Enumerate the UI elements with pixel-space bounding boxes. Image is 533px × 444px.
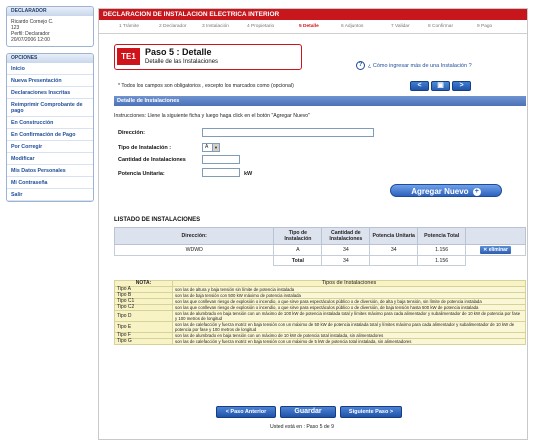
step-header-box bbox=[114, 44, 302, 70]
notes-header-left: NOTA: bbox=[115, 281, 173, 287]
add-new-button[interactable] bbox=[390, 184, 502, 197]
step-1[interactable]: 1 Trámite bbox=[119, 24, 139, 29]
main-panel bbox=[98, 8, 528, 440]
step-7[interactable]: 7 Validar bbox=[391, 24, 410, 29]
footer-buttons bbox=[216, 406, 402, 418]
list-item bbox=[115, 311, 526, 322]
total-spacer-3 bbox=[466, 256, 526, 266]
direccion-label: Dirección: bbox=[118, 130, 145, 136]
cell-direccion: WDWD bbox=[115, 245, 274, 256]
note-tipo: Tipo C2 bbox=[115, 305, 173, 311]
sidebar-item-modificar[interactable]: Modificar bbox=[7, 153, 93, 165]
step-badge: TE1 bbox=[117, 48, 140, 65]
col-header-action bbox=[466, 228, 526, 245]
installations-table bbox=[114, 227, 526, 266]
sidebar bbox=[6, 6, 94, 208]
list-item bbox=[115, 299, 526, 305]
prev-icon-button[interactable]: < bbox=[410, 81, 429, 91]
col-header-tipo: Tipo de Instalación bbox=[274, 228, 322, 245]
notes-table bbox=[114, 280, 526, 345]
help-icon: ? bbox=[356, 61, 365, 70]
note-tipo: Tipo F bbox=[115, 333, 173, 339]
opciones-box bbox=[6, 53, 94, 202]
step-4[interactable]: 4 Propietario bbox=[247, 24, 275, 29]
note-desc: son las de baja tensión con 500 kW máximo de potencia instalada bbox=[173, 293, 526, 299]
cell-tipo: A bbox=[274, 245, 322, 256]
potencia-input[interactable] bbox=[202, 168, 240, 177]
step-subtitle: Detalle de las Instalaciones bbox=[145, 59, 219, 65]
tipo-select-value: A bbox=[205, 144, 209, 150]
note-desc: son las que conllevan riesgo de explosión o incendio, o que sirve para espectáculos público o de diversión, de baja tensión hasta 500 kW de potencia instalada bbox=[173, 305, 526, 311]
step-9[interactable]: 9 Pago bbox=[477, 24, 493, 29]
sidebar-item-declaraciones-inscritas[interactable]: Declaraciones Inscritas bbox=[7, 87, 93, 99]
cell-action bbox=[466, 245, 526, 256]
note-desc: son las de calefacción y fuerza motriz en baja tensión con un máximo de 5 kW de potencia total instalada, sin alimentadores bbox=[173, 339, 526, 345]
nav-buttons bbox=[410, 81, 471, 91]
listado-title: LISTADO DE INSTALACIONES bbox=[114, 217, 201, 223]
plus-icon: + bbox=[474, 187, 479, 195]
location-indicator: Usted está en : Paso 5 de 9 bbox=[270, 424, 335, 430]
step-title: Paso 5 : Detalle bbox=[145, 47, 212, 57]
declarador-box bbox=[6, 6, 94, 47]
sidebar-item-reimprimir-comprobante[interactable]: Reimprimir Comprobante de pago bbox=[7, 99, 93, 117]
col-header-direccion: Dirección: bbox=[115, 228, 274, 245]
help-link[interactable] bbox=[356, 61, 472, 70]
note-tipo: Tipo B bbox=[115, 293, 173, 299]
col-header-cantidad: Cantidad de Instalaciones bbox=[322, 228, 370, 245]
note-tipo: Tipo D bbox=[115, 311, 173, 322]
list-item bbox=[115, 322, 526, 333]
declarador-datetime: 20/07/2006 12:00 bbox=[11, 37, 50, 43]
col-header-potencia-total: Potencia Total bbox=[418, 228, 466, 245]
note-tipo: Tipo E bbox=[115, 322, 173, 333]
declarador-name: Ricardo Cornejo C. bbox=[11, 19, 54, 25]
step-tracker bbox=[99, 20, 527, 34]
potencia-unit: kW bbox=[244, 171, 253, 177]
sidebar-item-mi-contrasena[interactable]: Mi Contraseña bbox=[7, 177, 93, 189]
direccion-input[interactable] bbox=[202, 128, 374, 137]
declarador-header: DECLARADOR bbox=[7, 7, 93, 16]
cell-cantidad: 34 bbox=[322, 245, 370, 256]
sidebar-item-en-confirmacion-pago[interactable]: En Confirmación de Pago bbox=[7, 129, 93, 141]
total-row bbox=[115, 256, 526, 266]
cell-potencia-unitaria: 34 bbox=[370, 245, 418, 256]
note-tipo: Tipo C1 bbox=[115, 299, 173, 305]
col-header-potencia-unitaria: Potencia Unitaria bbox=[370, 228, 418, 245]
add-new-label: Agregar Nuevo bbox=[411, 187, 469, 196]
cantidad-label: Cantidad de Instalaciones bbox=[118, 157, 186, 163]
tipo-select[interactable] bbox=[202, 143, 220, 152]
step-3[interactable]: 3 Instalación bbox=[202, 24, 229, 29]
tipo-label: Tipo de Instalación : bbox=[118, 145, 172, 151]
note-desc: son las de altura y baja tensión sin límite de potencia instalada bbox=[173, 287, 526, 293]
sidebar-item-por-corregir[interactable]: Por Corregir bbox=[7, 141, 93, 153]
table-row bbox=[115, 245, 526, 256]
list-item bbox=[115, 339, 526, 345]
sidebar-item-inicio[interactable]: Inicio bbox=[7, 63, 93, 75]
note-desc: son las de calefacción y fuerza motriz en baja tensión con un máximo de 50 kW de potencia instalada total y límites máximo para cada alimentador y subalimentador de 10 kW de potencia por fase y 100 metros de longitud bbox=[173, 322, 526, 333]
save-icon-button[interactable]: ▣ bbox=[431, 81, 450, 91]
total-spacer-2 bbox=[370, 256, 418, 266]
cantidad-input[interactable] bbox=[202, 155, 240, 164]
delete-button[interactable]: ✕ eliminar bbox=[480, 246, 511, 254]
note-desc: son las que conllevan riesgo de explosión o incendio, o que sirve para espectáculos público o de diversión, de alta y baja tensión, sin límite de potencia instalada bbox=[173, 299, 526, 305]
opciones-header: OPCIONES bbox=[7, 54, 93, 63]
sidebar-item-mis-datos[interactable]: Mis Datos Personales bbox=[7, 165, 93, 177]
declarador-info bbox=[7, 16, 93, 46]
instructions-text: Instrucciones: Llene la siguiente ficha y luego haga click en el botón "Agregar Nuevo" bbox=[114, 113, 311, 119]
total-potencia: 1.156 bbox=[418, 256, 466, 266]
note-desc: son las de alumbrado en baja tensión con un máximo de 100 kW de potencia instalada total y límites máximo para cada alimentador y subalimentador de 10 kW de potencia por fase y 100 metros de longitud bbox=[173, 311, 526, 322]
total-cantidad: 34 bbox=[322, 256, 370, 266]
note-desc: son las de alumbrado en baja tensión con un máximo de 10 kW de potencia total instalada, sin alimentadores bbox=[173, 333, 526, 339]
potencia-label: Potencia Unitaria: bbox=[118, 171, 165, 177]
note-tipo: Tipo G bbox=[115, 339, 173, 345]
step-6[interactable]: 6 Adjuntos bbox=[341, 24, 364, 29]
list-item bbox=[115, 305, 526, 311]
next-icon-button[interactable]: > bbox=[452, 81, 471, 91]
declarador-profile: Perfil: Declarador bbox=[11, 31, 50, 37]
sidebar-item-nueva-presentacion[interactable]: Nueva Presentación bbox=[7, 75, 93, 87]
section-header: Detalle de Instalaciones bbox=[114, 96, 526, 106]
step-8[interactable]: 8 Confirmar bbox=[428, 24, 454, 29]
step-5[interactable]: 5 Detalle bbox=[299, 24, 319, 29]
sidebar-item-salir[interactable]: Salir bbox=[7, 189, 93, 201]
notes-header-right: Tipos de Instalaciones bbox=[173, 281, 526, 287]
chevron-down-icon: ▼ bbox=[212, 144, 219, 151]
cell-potencia-total: 1.156 bbox=[418, 245, 466, 256]
declarador-id: 123 bbox=[11, 25, 20, 31]
save-button[interactable]: Guardar bbox=[280, 406, 336, 418]
total-label: Total bbox=[274, 256, 322, 266]
required-note: * Todos los campos son obligatorios , excepto los marcados como (opcional) bbox=[118, 83, 294, 89]
sidebar-item-en-construccion[interactable]: En Construcción bbox=[7, 117, 93, 129]
total-spacer bbox=[115, 256, 274, 266]
prev-step-button[interactable]: < Paso Anterior bbox=[216, 406, 276, 418]
step-2[interactable]: 2 Declarador bbox=[159, 24, 187, 29]
help-link-text: ¿ Cómo ingresar más de una Instalación ? bbox=[368, 62, 472, 69]
page-title: DECLARACION DE INSTALACION ELECTRICA INTERIOR bbox=[99, 9, 527, 20]
note-tipo: Tipo A bbox=[115, 287, 173, 293]
next-step-button[interactable]: Siguiente Paso > bbox=[340, 406, 402, 418]
